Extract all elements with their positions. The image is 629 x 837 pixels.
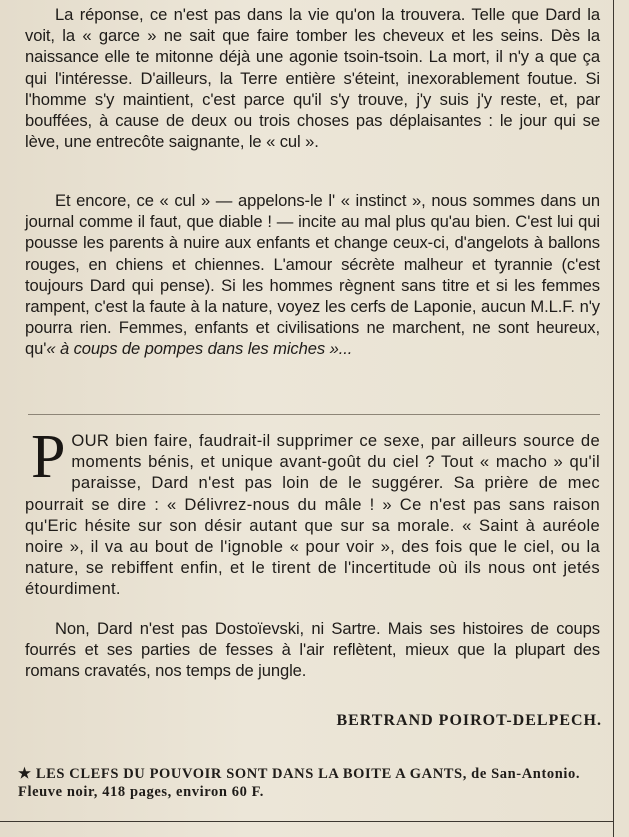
paragraph-4-text: Non, Dard n'est pas Dostoïevski, ni Sartre. Mais ses histoires de coups fourrés et ses parties de fesses à l'air reflètent, mieux que la plupart des romans cravatés, nos temps de jungle. — [25, 619, 600, 681]
section-divider — [28, 414, 600, 415]
drop-cap-letter: P — [31, 423, 66, 491]
paragraph-3-text: OUR bien faire, faudrait-il supprimer ce sexe, par ailleurs source de moments bénis, et unique avant-goût du ciel ? Tout « macho » qu'il paraisse, Dard n'est pas loin de le suggérer. Sa prière de mec pourrait se dire : « Délivrez-nous du mâle ! » Ce n'est pas sans raison qu'Eric hésite sur son désir autant que sur sa morale. « Saint à auréole noire », il va au bout de l'ignoble « pour voir », des fois que le ciel, ou la nature, se rebiffent enfin, et le tirent de l'incertitude où ils nous ont jetés étourdiment. — [25, 431, 600, 599]
paragraph-3 — [25, 423, 600, 600]
column-rule-bottom — [0, 821, 614, 822]
paragraph-4 — [25, 618, 600, 682]
paragraph-1 — [25, 4, 600, 152]
author-signature: BERTRAND POIROT-DELPECH. — [336, 712, 602, 729]
paragraph-1-text: La réponse, ce n'est pas dans la vie qu'on la trouvera. Telle que Dard la voit, la « garce » ne sait que faire tomber les cheveux et les seins. Dès la naissance elle te mitonne déjà une agonie tsoin-tsoin. La mort, il n'y a que ça qui l'intéresse. D'ailleurs, la Terre entière s'éteint, inexorablement foutue. Si l'homme s'y maintient, c'est parce qu'il s'y trouve, j'y suis j'y reste, et, par bouffées, à cause de deux ou trois choses pas déplaisantes : le jour qui se lève, une entrecôte saignante, le « cul ». — [25, 5, 600, 152]
book-reference-footnote: ★ LES CLEFS DU POUVOIR SONT DANS LA BOITE A GANTS, de San-Antonio. Fleuve noir, 418 pages, environ 60 F. — [18, 766, 581, 800]
column-rule-right — [613, 0, 614, 837]
paragraph-2-text: Et encore, ce « cul » — appelons-le l' « instinct », nous sommes dans un journal comme il faut, que diable ! — incite au mal plus qu'au bien. C'est lui qui pousse les parents à nuire aux enfants et change ceux-ci, d'angelots à ballons rouges, en chiens et chiennes. L'amour sécrète malheur et tyrannie (c'est toujours Dard qui pense). Si les hommes règnent sans titre et si les femmes rampent, c'est la faute à la nature, voyez les cerfs de Laponie, aucun M.L.F. n'y pourra rien. Femmes, enfants et civilisations ne marchent, ne sont heureux, qu' — [25, 191, 600, 359]
paragraph-2-quote: « à coups de pompes dans les miches »... — [46, 339, 353, 359]
paragraph-2 — [25, 190, 600, 360]
